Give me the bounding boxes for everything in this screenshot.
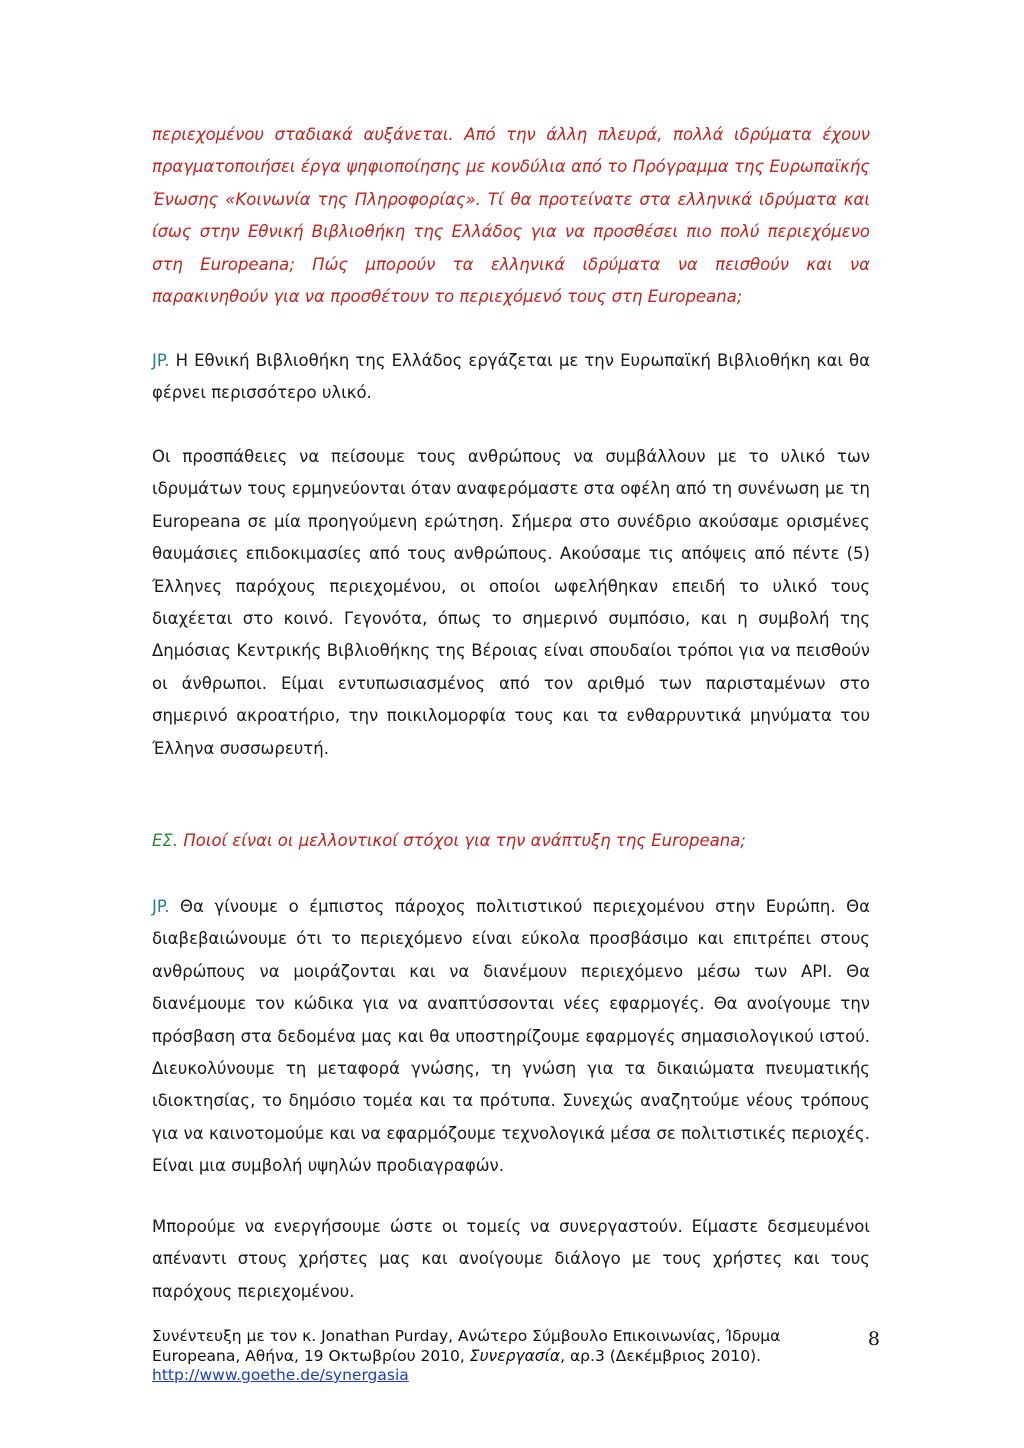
paragraph-text: Οι προσπάθειες να πείσουμε τους ανθρώπους να συμβάλλουν με το υλικό των ιδρυμάτων τους ερμηνεύονται όταν αναφερόμαστε στα οφέλη από τη συνένωση με τη Europeana σε μία προηγούμενη ερώτηση. Σήμερα στο συνέδριο ακούσαμε ορισμένες θαυμάσιες επιδοκιμασίες από τους ανθρώπους. Ακούσαμε τις απόψεις από πέντε (5) Έλληνες παρόχους περιεχομένου, οι οποίοι ωφελήθηκαν επειδή το υλικό τους διαχέεται στο κοινό. Γεγονότα, όπως το σημερινό συμπόσιο, και η συμβολή της Δημόσιας Κεντρικής Βιβλιοθήκης της Βέροιας είναι σπουδαίοι τρόποι για να πεισθούν οι άνθρωποι. Είμαι εντυπωσιασμένος από τον αριθμό των παρισταμένων στο σημερινό ακροατήριο, την ποικιλομορφία τους και τα ενθαρρυντικά μηνύματα του Έλληνα συσσωρευτή. bbox=[152, 447, 870, 758]
speaker-label: JP. bbox=[152, 351, 170, 370]
citation-line-1: Συνέντευξη με τον κ. Jonathan Purday, Ανώτερο Σύμβουλο Επικοινωνίας, Ίδρυμα bbox=[152, 1327, 781, 1345]
answer-text: Θα γίνουμε ο έμπιστος πάροχος πολιτιστικού περιεχομένου στην Ευρώπη. Θα διαβεβαιώνουμε ότι το περιεχόμενο είναι εύκολα προσβάσιμο και επιτρέπει στους ανθρώπους να μοιράζονται και να διανέμουν περιεχόμενο μέσω των API. Θα διανέμουμε τον κώδικα για να αναπτύσσονται νέες εφαρμογές. Θα ανοίγουμε την πρόσβαση στα δεδομένα μας και θα υποστηρίζουμε εφαρμογές σημασιολογικού ιστού. Διευκολύνουμε τη μεταφορά γνώσης, τη γνώση για τα δικαιώματα πνευματικής ιδιοκτησίας, το δημόσιο τομέα και τα πρότυπα. Συνεχώς αναζητούμε νέους τρόπους για να καινοτομούμε και να εφαρμόζουμε τεχνολογικά μέσα σε πολιτιστικές περιοχές. Είναι μια συμβολή υψηλών προδιαγραφών. bbox=[152, 897, 870, 1176]
synergasia-link[interactable]: http://www.goethe.de/synergasia bbox=[152, 1366, 409, 1384]
page-number: 8 bbox=[867, 1328, 880, 1350]
answer-jp-2 bbox=[152, 891, 870, 1183]
question-text: περιεχομένου σταδιακά αυξάνεται. Από την άλλη πλευρά, πολλά ιδρύματα έχουν πραγματοποιήσει έργα ψηφιοποίησης με κονδύλια από το Πρόγραμμα της Ευρωπαϊκής Ένωσης «Κοινωνία της Πληροφορίας». Τί θα προτείνατε στα ελληνικά ιδρύματα και ίσως στην Εθνική Βιβλιοθήκη της Ελλάδος για να προσθέσει πιο πολύ περιεχόμενο στη Europeana; Πώς μπορούν τα ελληνικά ιδρύματα να πεισθούν και να παρακινηθούν για να προσθέτουν το περιεχόμενό τους στη Europeana; bbox=[152, 125, 870, 307]
speaker-label: JP. bbox=[152, 897, 170, 916]
question-future-goals bbox=[152, 825, 870, 857]
citation-line-2: Europeana, Αθήνα, 19 Οκτωβρίου 2010, Συνεργασία, αρ.3 (Δεκέμβριος 2010). bbox=[152, 1346, 762, 1365]
question-continued bbox=[152, 119, 870, 313]
paragraph-cooperation bbox=[152, 1211, 870, 1308]
question-text: Ποιοί είναι οι μελλοντικοί στόχοι για την ανάπτυξη της Europeana; bbox=[178, 831, 746, 850]
answer-text: Η Εθνική Βιβλιοθήκη της Ελλάδος εργάζεται με την Ευρωπαϊκή Βιβλιοθήκη και θα φέρνει περισσότερο υλικό. bbox=[152, 351, 870, 403]
citation-footer bbox=[152, 1327, 802, 1386]
answer-jp-1 bbox=[152, 345, 870, 410]
paragraph-efforts bbox=[152, 441, 870, 765]
paragraph-text: Μπορούμε να ενεργήσουμε ώστε οι τομείς να συνεργαστούν. Είμαστε δεσμευμένοι απέναντι στους χρήστες μας και ανοίγουμε διάλογο με τους χρήστες και τους παρόχους περιεχομένου. bbox=[152, 1217, 870, 1301]
journal-title: Συνεργασία bbox=[469, 1346, 561, 1365]
speaker-label: ΕΣ. bbox=[152, 831, 179, 850]
